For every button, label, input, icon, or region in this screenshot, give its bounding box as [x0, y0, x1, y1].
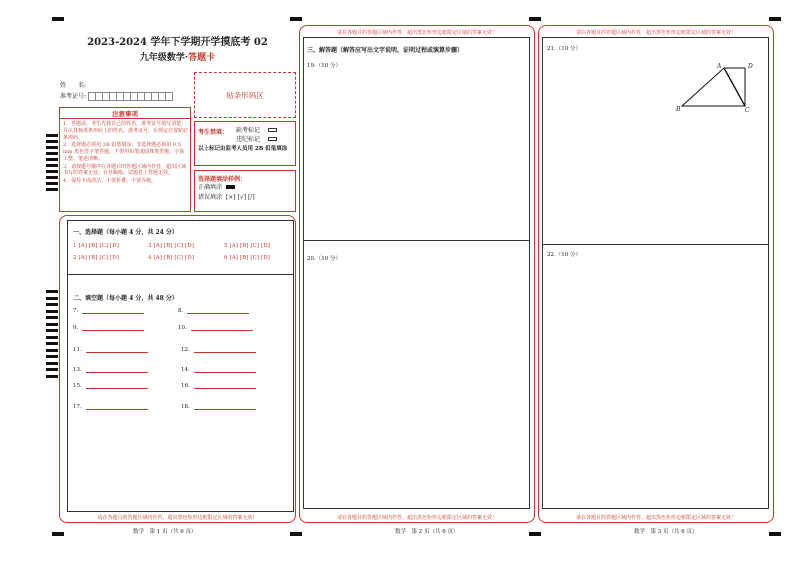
- answer-line[interactable]: [82, 326, 144, 331]
- choice-q4[interactable]: 4 [A] [B] [C] [D]: [148, 255, 194, 261]
- fill-q10-num: 10.: [178, 325, 187, 331]
- page3-footer: 数学 第 3 页（共 6 页）: [634, 529, 698, 535]
- q21-label: 21.（10 分）: [547, 46, 581, 52]
- fill-q12-num: 12.: [181, 347, 190, 353]
- barcode-label: 贴条形码区: [226, 91, 264, 100]
- page-title: 2023-2024 学年下学期开学摸底考 02: [87, 37, 268, 48]
- fill-q14[interactable]: [181, 367, 256, 373]
- alignment-mark: [290, 532, 302, 536]
- fill-q17[interactable]: [73, 404, 148, 410]
- figure-segment-ac-hint: [724, 68, 745, 106]
- exam-id-boxes[interactable]: [88, 93, 172, 100]
- choice-q6[interactable]: 6 [A] [B] [C] [D]: [224, 255, 270, 261]
- fill-q17-num: 17.: [73, 404, 82, 410]
- q20-box: [303, 241, 530, 509]
- area-note-page2-bottom: 请在各题目的答题区域内作答，超出黑色矩形边框限定区域的答案无效！: [336, 515, 497, 521]
- fill-q9[interactable]: [73, 325, 144, 331]
- answer-line[interactable]: [86, 348, 148, 353]
- fill-q18-num: 18.: [181, 404, 190, 410]
- q22-box: [542, 245, 769, 509]
- q20-label: 20.（10 分）: [307, 256, 341, 262]
- figure-label-d: D: [748, 63, 753, 70]
- q22-label: 22.（10 分）: [547, 252, 581, 258]
- answer-line[interactable]: [82, 309, 144, 314]
- violation-box[interactable]: [268, 137, 277, 141]
- fill-correct-label: 正确填涂: [198, 184, 223, 191]
- area-note-page1-bottom: 请在各题目的答题区域内作答，超出黑色矩形边框限定区域的答案无效！: [97, 515, 258, 521]
- figure-label-c: C: [745, 107, 750, 114]
- notice-item: 3．请按题号顺序在各题目的答题区域内作答，超出区域书写的答案无效；在草稿纸、试题卷上答题无效。: [63, 163, 187, 177]
- alignment-mark: [52, 17, 64, 21]
- fill-q8[interactable]: [178, 308, 249, 314]
- notice-item: 1．答题前，考生先将自己的姓名，准考证号填写清楚，并认真核准条形码上的姓名、准考证号，在规定位置贴好条形码。: [63, 121, 189, 141]
- notice-divider: [59, 118, 191, 119]
- q19-label: 19.（10 分）: [307, 63, 341, 69]
- page-subtitle: [60, 50, 295, 63]
- fill-q11-num: 11.: [73, 347, 82, 353]
- status-note: 以上标记由监考人员用 2B 铅笔填涂: [198, 146, 288, 152]
- page1-footer: 数学 第 1 页（共 6 页）: [133, 529, 197, 535]
- fill-q16[interactable]: [181, 383, 256, 389]
- fill-q13[interactable]: [73, 367, 148, 373]
- notice-item: 4．保持卡面清洁，不要折叠、不要弄破。: [63, 178, 157, 184]
- answer-line[interactable]: [86, 384, 148, 389]
- fill-wrong-label: 错误填涂: [198, 194, 223, 201]
- area-note-page3-top: 请在各题目的答题区域内作答，超出黑色矩形边框限定区域的答案无效！: [575, 30, 736, 36]
- choice-q3[interactable]: 3 [A] [B] [C] [D]: [148, 243, 194, 249]
- timing-marks-top: [46, 134, 58, 194]
- absent-label: 缺考标记: [236, 127, 261, 134]
- answer-line[interactable]: [187, 309, 249, 314]
- fill-q18[interactable]: [181, 404, 256, 410]
- figure-triangle: [682, 68, 745, 106]
- fill-q15[interactable]: [73, 383, 148, 389]
- alignment-mark: [290, 17, 302, 21]
- answer-line[interactable]: [86, 405, 148, 410]
- fill-q7-num: 7.: [73, 308, 79, 314]
- figure-label-b: B: [676, 106, 681, 113]
- fill-q9-num: 9.: [73, 325, 79, 331]
- figure-label-a: A: [717, 63, 722, 70]
- subtitle-red: 答题卡: [188, 53, 216, 63]
- timing-marks-bottom: [46, 290, 58, 381]
- status-label: 考生禁填：: [198, 129, 229, 136]
- answer-line[interactable]: [194, 384, 256, 389]
- exam-id-label: 准考证号:: [60, 93, 87, 100]
- alignment-mark: [769, 532, 781, 536]
- alignment-mark: [529, 17, 541, 21]
- fill-q15-num: 15.: [73, 383, 82, 389]
- answer-line[interactable]: [194, 348, 256, 353]
- fill-q14-num: 14.: [181, 367, 190, 373]
- fill-correct: [198, 184, 235, 192]
- filled-mark: [226, 185, 235, 189]
- absent-box[interactable]: [268, 128, 277, 132]
- page2-footer: 数学 第 2 页（共 6 页）: [395, 529, 459, 535]
- fill-q13-num: 13.: [73, 367, 82, 373]
- choice-q1[interactable]: 1 [A] [B] [C] [D]: [73, 243, 119, 249]
- area-note-page3-bottom: 请在各题目的答题区域内作答，超出黑色矩形边框限定区域的答案无效！: [575, 515, 736, 521]
- area-note-page2-top: 请在各题目的答题区域内作答，超出黑色矩形边框限定区域的答案无效！: [336, 30, 497, 36]
- notice-title: 注意事项: [112, 110, 138, 118]
- answer-line[interactable]: [194, 405, 256, 410]
- wrong-marks: [×] [√] [/]: [225, 194, 255, 201]
- violation-label: 违纪标记: [236, 136, 261, 143]
- fill-q16-num: 16.: [181, 383, 190, 389]
- answer-line[interactable]: [194, 368, 256, 373]
- fill-example-title: 选择题填涂样例：: [198, 176, 247, 183]
- choice-section-title: 一、选择题（每小题 4 分，共 24 分）: [73, 229, 178, 236]
- fill-q7[interactable]: [73, 308, 144, 314]
- figure-segment-bd: [682, 68, 745, 106]
- absent-mark[interactable]: [236, 127, 277, 135]
- violation-mark[interactable]: [236, 136, 277, 144]
- name-field[interactable]: [60, 82, 208, 90]
- alignment-mark: [529, 532, 541, 536]
- choice-q5[interactable]: 5 [A] [B] [C] [D]: [224, 243, 270, 249]
- alignment-mark: [52, 532, 64, 536]
- name-label: 姓 名:: [60, 82, 87, 89]
- fill-q8-num: 8.: [178, 308, 184, 314]
- answer-line[interactable]: [86, 368, 148, 373]
- fill-wrong: [198, 194, 255, 202]
- choice-q2[interactable]: 2 [A] [B] [C] [D]: [73, 255, 119, 261]
- section3-title: 三、解答题（解答应写出文字说明，证明过程或演算步骤）: [307, 47, 464, 54]
- notice-list: [63, 121, 188, 185]
- subtitle-main: 九年级数学·: [139, 53, 189, 63]
- exam-id-field[interactable]: [60, 92, 172, 101]
- fill-q10[interactable]: [178, 325, 253, 331]
- fill-section-title: 二、填空题（每小题 4 分，共 48 分）: [73, 295, 178, 302]
- notice-item: 2．选择题必须用 2B 铅笔填涂；非选择题必须用 0.5 mm 黑色签字笔答题，不得用铅笔或圆珠笔答题；字体工整、笔迹清晰。: [63, 142, 185, 162]
- fill-q12[interactable]: [181, 347, 256, 353]
- fill-q11[interactable]: [73, 347, 148, 353]
- answer-line[interactable]: [191, 326, 253, 331]
- alignment-mark: [769, 17, 781, 21]
